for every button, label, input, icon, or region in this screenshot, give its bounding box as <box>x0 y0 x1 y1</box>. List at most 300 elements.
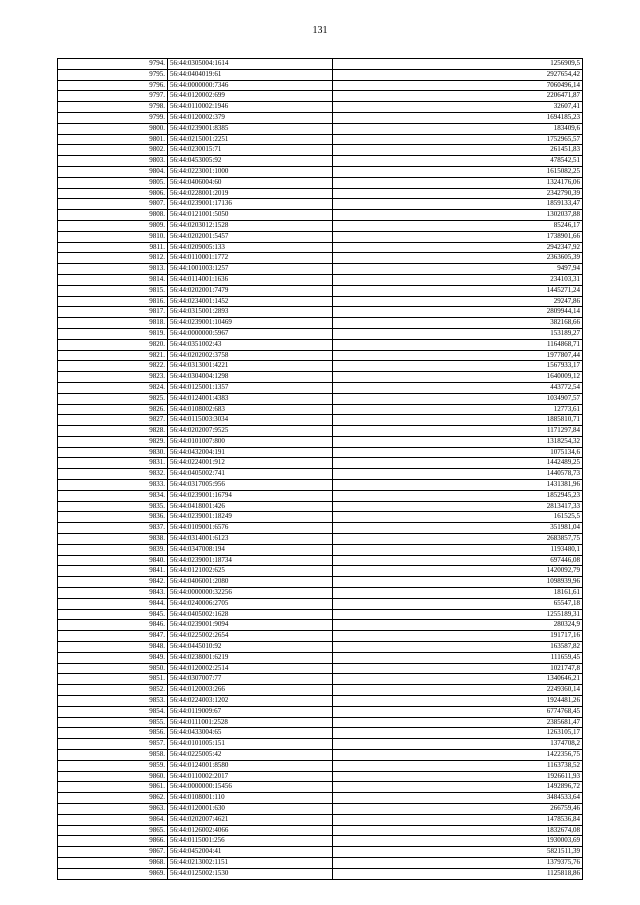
cadastral-number-cell: 56:44:0213002:1151 <box>168 857 333 868</box>
cadastral-number-cell: 56:44:0000000:15456 <box>168 782 333 793</box>
cadastral-value-cell: 1098939,96 <box>333 577 583 588</box>
table-row <box>58 577 583 588</box>
cadastral-value-cell: 163587,82 <box>333 642 583 653</box>
cadastral-value-cell: 1374708,2 <box>333 739 583 750</box>
cadastral-value-cell: 1615082,25 <box>333 166 583 177</box>
cadastral-number-cell: 56:44:0239001:18249 <box>168 512 333 523</box>
table-row <box>58 199 583 210</box>
table-row <box>58 469 583 480</box>
row-number-cell: 9803. <box>58 156 168 167</box>
cadastral-value-cell: 1163738,52 <box>333 760 583 771</box>
cadastral-number-cell: 56:44:0202001:5457 <box>168 231 333 242</box>
cadastral-number-cell: 56:44:0228001:2019 <box>168 188 333 199</box>
cadastral-value-cell: 1445271,24 <box>333 285 583 296</box>
table-row <box>58 59 583 70</box>
row-number-cell: 9862. <box>58 793 168 804</box>
cadastral-value-cell: 1034907,57 <box>333 393 583 404</box>
cadastral-number-cell: 56:44:0202001:7479 <box>168 285 333 296</box>
cadastral-number-cell: 56:44:0315001:2893 <box>168 307 333 318</box>
table-row <box>58 501 583 512</box>
row-number-cell: 9812. <box>58 253 168 264</box>
page-number: 131 <box>312 25 328 36</box>
row-number-cell: 9852. <box>58 685 168 696</box>
table-row <box>58 285 583 296</box>
row-number-cell: 9856. <box>58 728 168 739</box>
table-row <box>58 782 583 793</box>
row-number-cell: 9822. <box>58 361 168 372</box>
cadastral-value-cell: 1752965,57 <box>333 134 583 145</box>
cadastral-value-cell: 5821511,39 <box>333 847 583 858</box>
table-row <box>58 760 583 771</box>
cadastral-number-cell: 56:44:0225002:2654 <box>168 631 333 642</box>
cadastral-value-cell: 1263105,17 <box>333 728 583 739</box>
table-row <box>58 480 583 491</box>
table-row <box>58 112 583 123</box>
table-row <box>58 328 583 339</box>
cadastral-number-cell: 56:44:0125002:1530 <box>168 868 333 879</box>
cadastral-number-cell: 56:44:0121002:625 <box>168 566 333 577</box>
cadastral-value-cell: 1021747,8 <box>333 663 583 674</box>
row-number-cell: 9855. <box>58 717 168 728</box>
cadastral-number-cell: 56:44:0347008:194 <box>168 544 333 555</box>
table-row <box>58 307 583 318</box>
table-row <box>58 598 583 609</box>
row-number-cell: 9850. <box>58 663 168 674</box>
cadastral-number-cell: 56:44:0120002:699 <box>168 91 333 102</box>
cadastral-number-cell: 56:44:0110002:1946 <box>168 102 333 113</box>
cadastral-number-cell: 56:44:0202002:3758 <box>168 350 333 361</box>
row-number-cell: 9829. <box>58 436 168 447</box>
cadastral-number-cell: 56:44:0405002:1628 <box>168 609 333 620</box>
row-number-cell: 9859. <box>58 760 168 771</box>
row-number-cell: 9821. <box>58 350 168 361</box>
registry-table-body <box>58 59 583 880</box>
cadastral-number-cell: 56:44:0304004:1298 <box>168 372 333 383</box>
row-number-cell: 9811. <box>58 242 168 253</box>
cadastral-number-cell: 56:44:0124001:4383 <box>168 393 333 404</box>
row-number-cell: 9827. <box>58 415 168 426</box>
cadastral-number-cell: 56:44:0101007:800 <box>168 436 333 447</box>
cadastral-number-cell: 56:44:0000000:32256 <box>168 588 333 599</box>
cadastral-number-cell: 56:44:1001003:1257 <box>168 264 333 275</box>
table-row <box>58 490 583 501</box>
row-number-cell: 9869. <box>58 868 168 879</box>
cadastral-number-cell: 56:44:0125001:1357 <box>168 382 333 393</box>
cadastral-number-cell: 56:44:0110002:2017 <box>168 771 333 782</box>
table-row <box>58 426 583 437</box>
table-row <box>58 814 583 825</box>
table-row <box>58 382 583 393</box>
cadastral-number-cell: 56:44:0351002:43 <box>168 339 333 350</box>
table-row <box>58 80 583 91</box>
cadastral-number-cell: 56:44:0307007:77 <box>168 674 333 685</box>
table-row <box>58 231 583 242</box>
table-row <box>58 696 583 707</box>
row-number-cell: 9865. <box>58 825 168 836</box>
table-row <box>58 177 583 188</box>
cadastral-number-cell: 56:44:0124001:8580 <box>168 760 333 771</box>
row-number-cell: 9807. <box>58 199 168 210</box>
cadastral-value-cell: 1431381,96 <box>333 480 583 491</box>
table-row <box>58 156 583 167</box>
cadastral-value-cell: 2809944,14 <box>333 307 583 318</box>
cadastral-number-cell: 56:44:0240006:2705 <box>168 598 333 609</box>
table-row <box>58 847 583 858</box>
row-number-cell: 9796. <box>58 80 168 91</box>
cadastral-number-cell: 56:44:0215001:2251 <box>168 134 333 145</box>
table-row <box>58 166 583 177</box>
cadastral-value-cell: 1171297,84 <box>333 426 583 437</box>
row-number-cell: 9799. <box>58 112 168 123</box>
cadastral-number-cell: 56:44:0418001:426 <box>168 501 333 512</box>
table-row <box>58 728 583 739</box>
table-row <box>58 685 583 696</box>
row-number-cell: 9867. <box>58 847 168 858</box>
table-row <box>58 318 583 329</box>
cadastral-number-cell: 56:44:0230015:71 <box>168 145 333 156</box>
row-number-cell: 9797. <box>58 91 168 102</box>
table-row <box>58 771 583 782</box>
row-number-cell: 9841. <box>58 566 168 577</box>
table-row <box>58 631 583 642</box>
cadastral-value-cell: 29247,86 <box>333 296 583 307</box>
cadastral-value-cell: 2813417,33 <box>333 501 583 512</box>
cadastral-value-cell: 1930003,69 <box>333 836 583 847</box>
table-row <box>58 868 583 879</box>
row-number-cell: 9823. <box>58 372 168 383</box>
row-number-cell: 9839. <box>58 544 168 555</box>
table-row <box>58 393 583 404</box>
table-row <box>58 264 583 275</box>
table-row <box>58 188 583 199</box>
row-number-cell: 9801. <box>58 134 168 145</box>
cadastral-value-cell: 32607,41 <box>333 102 583 113</box>
table-row <box>58 674 583 685</box>
row-number-cell: 9863. <box>58 803 168 814</box>
cadastral-number-cell: 56:44:0305004:1614 <box>168 59 333 70</box>
table-row <box>58 361 583 372</box>
cadastral-number-cell: 56:44:0120002:2514 <box>168 663 333 674</box>
table-row <box>58 350 583 361</box>
row-number-cell: 9854. <box>58 706 168 717</box>
row-number-cell: 9814. <box>58 274 168 285</box>
table-row <box>58 210 583 221</box>
table-row <box>58 296 583 307</box>
cadastral-number-cell: 56:44:0120003:266 <box>168 685 333 696</box>
table-row <box>58 609 583 620</box>
cadastral-value-cell: 1738901,66 <box>333 231 583 242</box>
row-number-cell: 9857. <box>58 739 168 750</box>
cadastral-value-cell: 1442489,25 <box>333 458 583 469</box>
cadastral-number-cell: 56:44:0115001:256 <box>168 836 333 847</box>
table-row <box>58 825 583 836</box>
cadastral-number-cell: 56:44:0317005:956 <box>168 480 333 491</box>
cadastral-value-cell: 1852945,23 <box>333 490 583 501</box>
row-number-cell: 9835. <box>58 501 168 512</box>
cadastral-value-cell: 1255189,31 <box>333 609 583 620</box>
cadastral-number-cell: 56:44:0452004:41 <box>168 847 333 858</box>
table-row <box>58 242 583 253</box>
table-row <box>58 706 583 717</box>
cadastral-value-cell: 2683857,75 <box>333 534 583 545</box>
cadastral-value-cell: 2249360,14 <box>333 685 583 696</box>
cadastral-number-cell: 56:44:0234001:1452 <box>168 296 333 307</box>
cadastral-number-cell: 56:44:0314001:6123 <box>168 534 333 545</box>
cadastral-number-cell: 56:44:0239001:10469 <box>168 318 333 329</box>
table-row <box>58 555 583 566</box>
table-row <box>58 652 583 663</box>
cadastral-value-cell: 65547,18 <box>333 598 583 609</box>
cadastral-value-cell: 261451,83 <box>333 145 583 156</box>
row-number-cell: 9868. <box>58 857 168 868</box>
cadastral-value-cell: 191717,16 <box>333 631 583 642</box>
row-number-cell: 9830. <box>58 447 168 458</box>
cadastral-number-cell: 56:44:0223001:1000 <box>168 166 333 177</box>
row-number-cell: 9805. <box>58 177 168 188</box>
table-row <box>58 642 583 653</box>
cadastral-number-cell: 56:44:0225005:42 <box>168 750 333 761</box>
row-number-cell: 9809. <box>58 220 168 231</box>
row-number-cell: 9798. <box>58 102 168 113</box>
row-number-cell: 9804. <box>58 166 168 177</box>
row-number-cell: 9840. <box>58 555 168 566</box>
table-row <box>58 512 583 523</box>
cadastral-value-cell: 1859133,47 <box>333 199 583 210</box>
table-row <box>58 717 583 728</box>
cadastral-number-cell: 56:44:0110001:1772 <box>168 253 333 264</box>
table-row <box>58 274 583 285</box>
table-row <box>58 534 583 545</box>
cadastral-value-cell: 280324,9 <box>333 620 583 631</box>
table-row <box>58 436 583 447</box>
table-row <box>58 134 583 145</box>
cadastral-number-cell: 56:44:0109001:6576 <box>168 523 333 534</box>
cadastral-value-cell: 266759,46 <box>333 803 583 814</box>
row-number-cell: 9800. <box>58 123 168 134</box>
cadastral-number-cell: 56:44:0432004:191 <box>168 447 333 458</box>
cadastral-number-cell: 56:44:0203012:1528 <box>168 220 333 231</box>
cadastral-value-cell: 1926611,93 <box>333 771 583 782</box>
row-number-cell: 9824. <box>58 382 168 393</box>
cadastral-value-cell: 2927654,42 <box>333 69 583 80</box>
table-row <box>58 544 583 555</box>
row-number-cell: 9842. <box>58 577 168 588</box>
row-number-cell: 9861. <box>58 782 168 793</box>
cadastral-value-cell: 183409,6 <box>333 123 583 134</box>
cadastral-value-cell: 697446,08 <box>333 555 583 566</box>
table-row <box>58 102 583 113</box>
cadastral-value-cell: 1164868,71 <box>333 339 583 350</box>
cadastral-value-cell: 111659,45 <box>333 652 583 663</box>
row-number-cell: 9794. <box>58 59 168 70</box>
cadastral-number-cell: 56:44:0224003:1202 <box>168 696 333 707</box>
cadastral-number-cell: 56:44:0239001:16794 <box>168 490 333 501</box>
table-row <box>58 750 583 761</box>
cadastral-value-cell: 2363605,39 <box>333 253 583 264</box>
row-number-cell: 9853. <box>58 696 168 707</box>
table-row <box>58 339 583 350</box>
row-number-cell: 9858. <box>58 750 168 761</box>
cadastral-value-cell: 234103,31 <box>333 274 583 285</box>
table-row <box>58 220 583 231</box>
cadastral-number-cell: 56:44:0119009:67 <box>168 706 333 717</box>
cadastral-number-cell: 56:44:0239001:18734 <box>168 555 333 566</box>
cadastral-number-cell: 56:44:0406004:60 <box>168 177 333 188</box>
table-row <box>58 123 583 134</box>
cadastral-value-cell: 2206471,87 <box>333 91 583 102</box>
cadastral-value-cell: 1832674,08 <box>333 825 583 836</box>
cadastral-value-cell: 1379375,76 <box>333 857 583 868</box>
cadastral-value-cell: 1492896,72 <box>333 782 583 793</box>
cadastral-number-cell: 56:44:0111001:2528 <box>168 717 333 728</box>
row-number-cell: 9851. <box>58 674 168 685</box>
cadastral-number-cell: 56:44:0126002:4066 <box>168 825 333 836</box>
cadastral-number-cell: 56:44:0224001:912 <box>168 458 333 469</box>
row-number-cell: 9834. <box>58 490 168 501</box>
row-number-cell: 9832. <box>58 469 168 480</box>
row-number-cell: 9838. <box>58 534 168 545</box>
cadastral-number-cell: 56:44:0239001:8385 <box>168 123 333 134</box>
cadastral-number-cell: 56:44:0108002:683 <box>168 404 333 415</box>
row-number-cell: 9866. <box>58 836 168 847</box>
row-number-cell: 9802. <box>58 145 168 156</box>
cadastral-value-cell: 12773,61 <box>333 404 583 415</box>
table-row <box>58 739 583 750</box>
row-number-cell: 9820. <box>58 339 168 350</box>
table-row <box>58 447 583 458</box>
cadastral-value-cell: 85246,17 <box>333 220 583 231</box>
row-number-cell: 9817. <box>58 307 168 318</box>
table-row <box>58 404 583 415</box>
cadastral-number-cell: 56:44:0238001:6219 <box>168 652 333 663</box>
row-number-cell: 9795. <box>58 69 168 80</box>
cadastral-value-cell: 1478536,84 <box>333 814 583 825</box>
cadastral-number-cell: 56:44:0202007:9525 <box>168 426 333 437</box>
cadastral-number-cell: 56:44:0121001:5050 <box>168 210 333 221</box>
cadastral-value-cell: 161525,5 <box>333 512 583 523</box>
cadastral-number-cell: 56:44:0453005:92 <box>168 156 333 167</box>
cadastral-value-cell: 1440578,73 <box>333 469 583 480</box>
table-row <box>58 372 583 383</box>
cadastral-value-cell: 1977807,44 <box>333 350 583 361</box>
table-row <box>58 803 583 814</box>
cadastral-number-cell: 56:44:0101005:151 <box>168 739 333 750</box>
cadastral-number-cell: 56:44:0202007:4621 <box>168 814 333 825</box>
cadastral-number-cell: 56:44:0433004:65 <box>168 728 333 739</box>
cadastral-number-cell: 56:44:0115003:3034 <box>168 415 333 426</box>
table-row <box>58 253 583 264</box>
registry-table <box>57 58 583 880</box>
cadastral-value-cell: 1318254,32 <box>333 436 583 447</box>
cadastral-value-cell: 1193480,1 <box>333 544 583 555</box>
row-number-cell: 9860. <box>58 771 168 782</box>
table-row <box>58 620 583 631</box>
row-number-cell: 9837. <box>58 523 168 534</box>
cadastral-value-cell: 1640009,12 <box>333 372 583 383</box>
row-number-cell: 9864. <box>58 814 168 825</box>
cadastral-value-cell: 153189,27 <box>333 328 583 339</box>
cadastral-value-cell: 478542,51 <box>333 156 583 167</box>
table-row <box>58 836 583 847</box>
cadastral-value-cell: 1075134,6 <box>333 447 583 458</box>
table-row <box>58 793 583 804</box>
cadastral-value-cell: 7060496,14 <box>333 80 583 91</box>
cadastral-number-cell: 56:44:0406001:2080 <box>168 577 333 588</box>
cadastral-value-cell: 382168,66 <box>333 318 583 329</box>
cadastral-value-cell: 1422356,75 <box>333 750 583 761</box>
table-row <box>58 145 583 156</box>
table-row <box>58 523 583 534</box>
cadastral-number-cell: 56:44:0108001:110 <box>168 793 333 804</box>
cadastral-value-cell: 3484533,64 <box>333 793 583 804</box>
row-number-cell: 9825. <box>58 393 168 404</box>
cadastral-number-cell: 56:44:0120002:379 <box>168 112 333 123</box>
cadastral-value-cell: 1694185,23 <box>333 112 583 123</box>
cadastral-number-cell: 56:44:0313001:4221 <box>168 361 333 372</box>
table-row <box>58 415 583 426</box>
table-row <box>58 588 583 599</box>
table-row <box>58 91 583 102</box>
table-row <box>58 566 583 577</box>
cadastral-value-cell: 1420092,79 <box>333 566 583 577</box>
cadastral-value-cell: 351981,04 <box>333 523 583 534</box>
cadastral-value-cell: 2385681,47 <box>333 717 583 728</box>
row-number-cell: 9844. <box>58 598 168 609</box>
table-row <box>58 69 583 80</box>
table-row <box>58 458 583 469</box>
cadastral-value-cell: 1125818,86 <box>333 868 583 879</box>
table-row <box>58 663 583 674</box>
row-number-cell: 9810. <box>58 231 168 242</box>
cadastral-value-cell: 443772,54 <box>333 382 583 393</box>
row-number-cell: 9848. <box>58 642 168 653</box>
cadastral-value-cell: 6774768,45 <box>333 706 583 717</box>
cadastral-number-cell: 56:44:0209005:133 <box>168 242 333 253</box>
row-number-cell: 9836. <box>58 512 168 523</box>
cadastral-value-cell: 2342790,39 <box>333 188 583 199</box>
row-number-cell: 9819. <box>58 328 168 339</box>
cadastral-number-cell: 56:44:0120001:630 <box>168 803 333 814</box>
cadastral-value-cell: 1340646,21 <box>333 674 583 685</box>
cadastral-number-cell: 56:44:0239001:17136 <box>168 199 333 210</box>
row-number-cell: 9808. <box>58 210 168 221</box>
cadastral-number-cell: 56:44:0000000:5967 <box>168 328 333 339</box>
row-number-cell: 9826. <box>58 404 168 415</box>
row-number-cell: 9815. <box>58 285 168 296</box>
cadastral-value-cell: 9497,94 <box>333 264 583 275</box>
row-number-cell: 9818. <box>58 318 168 329</box>
row-number-cell: 9806. <box>58 188 168 199</box>
cadastral-value-cell: 1885810,71 <box>333 415 583 426</box>
cadastral-number-cell: 56:44:0239001:9094 <box>168 620 333 631</box>
cadastral-value-cell: 1924481,26 <box>333 696 583 707</box>
row-number-cell: 9813. <box>58 264 168 275</box>
cadastral-value-cell: 1302037,88 <box>333 210 583 221</box>
cadastral-number-cell: 56:44:0405002:741 <box>168 469 333 480</box>
cadastral-number-cell: 56:44:0114001:1636 <box>168 274 333 285</box>
row-number-cell: 9845. <box>58 609 168 620</box>
cadastral-number-cell: 56:44:0445010:92 <box>168 642 333 653</box>
cadastral-value-cell: 1567933,17 <box>333 361 583 372</box>
row-number-cell: 9833. <box>58 480 168 491</box>
table-row <box>58 857 583 868</box>
row-number-cell: 9847. <box>58 631 168 642</box>
row-number-cell: 9828. <box>58 426 168 437</box>
cadastral-value-cell: 1256909,5 <box>333 59 583 70</box>
row-number-cell: 9816. <box>58 296 168 307</box>
row-number-cell: 9849. <box>58 652 168 663</box>
cadastral-value-cell: 1324176,06 <box>333 177 583 188</box>
